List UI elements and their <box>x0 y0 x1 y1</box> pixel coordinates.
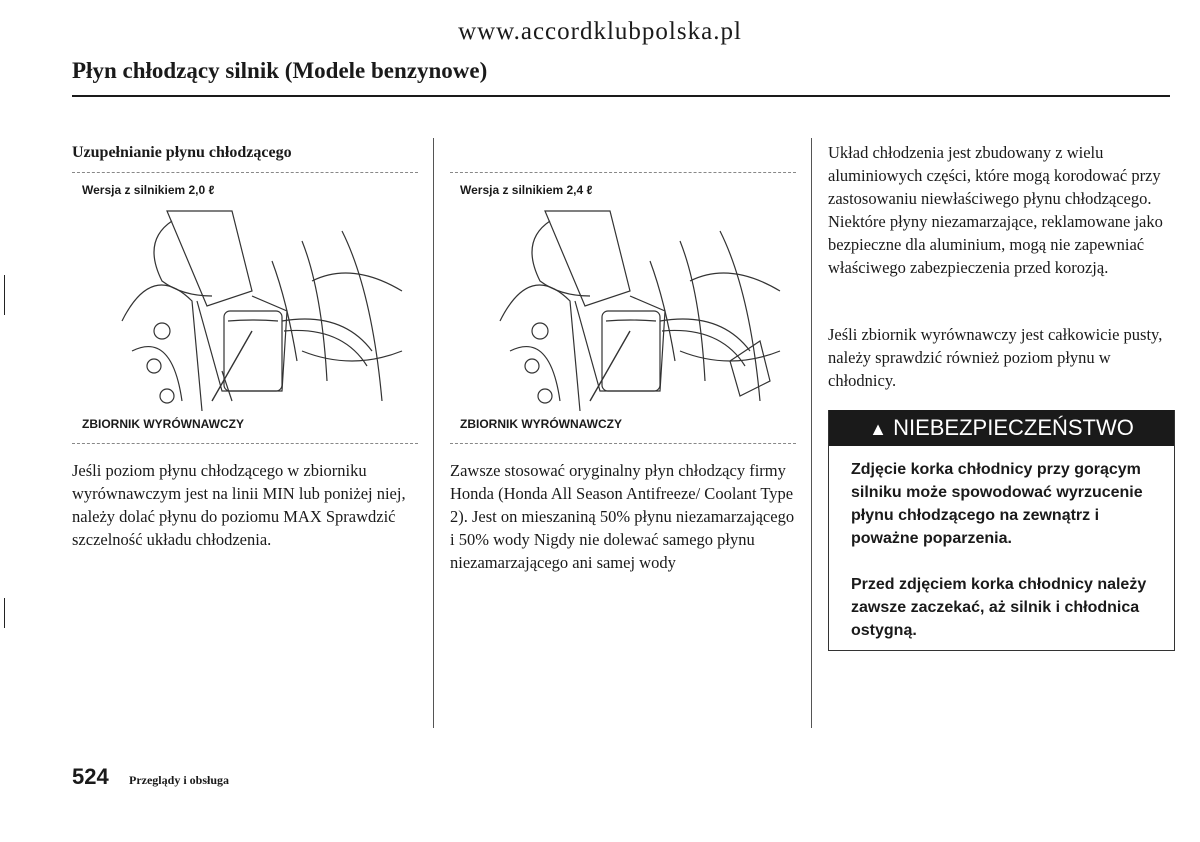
figure-engine-2-4 <box>450 172 796 444</box>
engine-illustration <box>490 201 790 413</box>
section-heading: Uzupełnianie płynu chłodzącego <box>72 144 292 161</box>
margin-mark <box>4 598 5 628</box>
figure-caption: ZBIORNIK WYRÓWNAWCZY <box>82 417 244 431</box>
footer-section-label: Przeglądy i obsługa <box>129 773 230 787</box>
danger-warning-box <box>828 410 1175 651</box>
figure-label: Wersja z silnikiem 2,4 ℓ <box>460 183 593 197</box>
middle-body-text: Zawsze stosować oryginalny płyn chłodzący firmy Honda (Honda All Season Antifreeze/ Coolant Type 2). Jest on mieszaniną 50% płynu niezamarzającego i 50% wody Nigdy nie dolewać samego płynu niezamarzającego ani samej wody <box>450 461 795 572</box>
column-divider-right <box>811 138 812 728</box>
page-title: Płyn chłodzący silnik (Modele benzynowe) <box>72 58 488 83</box>
warning-header <box>829 410 1174 446</box>
warning-text-2: Przed zdjęciem korka chłodnicy należy zawsze zaczekać, aż silnik i chłodnica ostygną. <box>851 576 1147 639</box>
figure-label: Wersja z silnikiem 2,0 ℓ <box>82 183 215 197</box>
figure-engine-2-0 <box>72 172 418 444</box>
site-url: www.accordklubpolska.pl <box>458 18 742 45</box>
title-divider <box>72 95 1170 97</box>
page-number: 524 <box>72 764 109 789</box>
warning-text-1: Zdjęcie korka chłodnicy przy gorącym silniku może spowodować wyrzucenie płynu chłodzącego na zewnątrz i poważne poparzenia. <box>851 461 1143 547</box>
left-body-text: Jeśli poziom płynu chłodzącego w zbiorniku wyrównawczym jest na linii MIN lub poniżej niej, należy dolać płynu do poziomu MAX Sprawdzić szczelność układu chłodzenia. <box>72 461 406 549</box>
engine-illustration <box>112 201 412 413</box>
right-paragraph-1: Układ chłodzenia jest zbudowany z wielu aluminiowych części, które mogą korodować przy zastosowaniu niewłaściwego płynu chłodzącego. Niektóre płyny niezamarzające, reklamowane jako bezpieczne dla aluminium, mogą nie zapewniać właściwego zabezpieczenia przed korozją. <box>828 143 1163 277</box>
figure-caption: ZBIORNIK WYRÓWNAWCZY <box>460 417 622 431</box>
margin-mark <box>4 275 5 315</box>
warning-triangle-icon: ▲ <box>869 419 887 439</box>
column-divider-left <box>433 138 434 728</box>
right-paragraph-2: Jeśli zbiornik wyrównawczy jest całkowicie pusty, należy sprawdzić również poziom płynu w chłodnicy. <box>828 325 1163 390</box>
warning-title: NIEBEZPIECZEŃSTWO <box>893 415 1134 440</box>
